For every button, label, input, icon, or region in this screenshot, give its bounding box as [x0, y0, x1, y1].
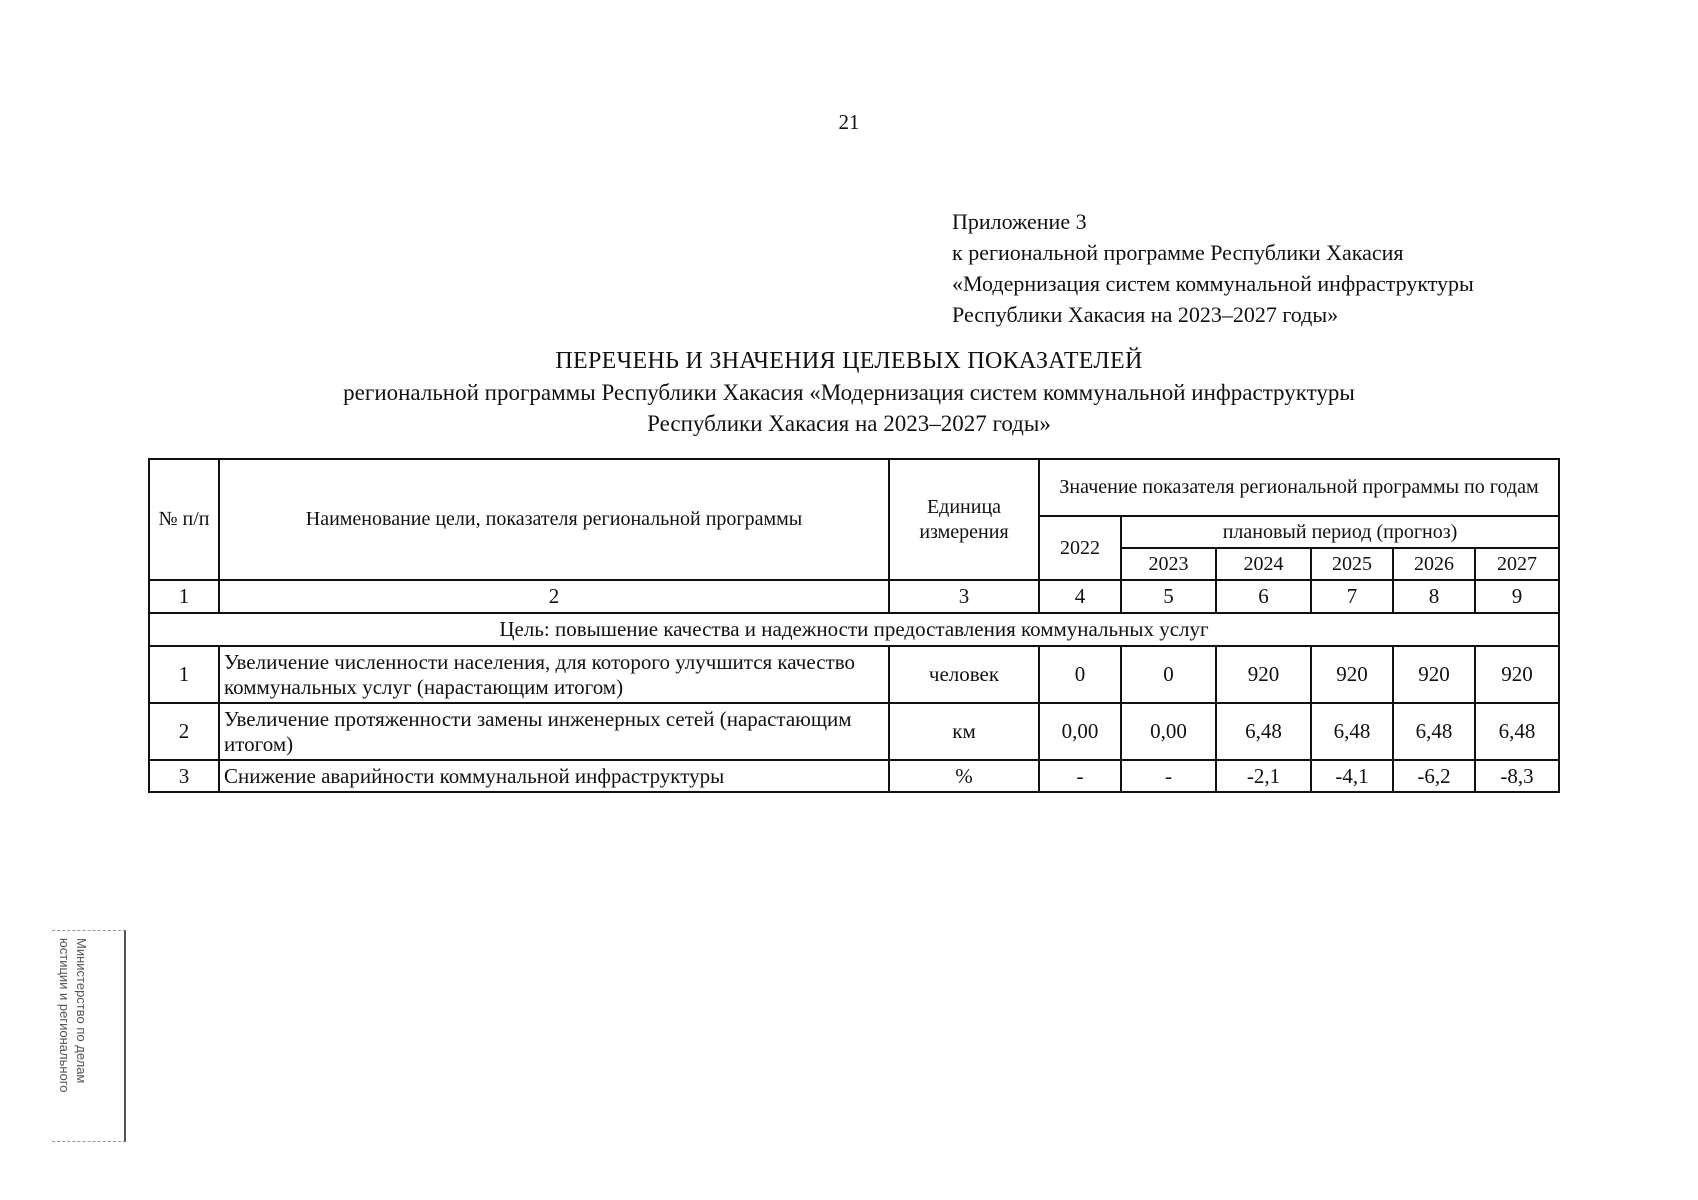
header-name: Наименование цели, показателя региональной программы — [219, 459, 889, 580]
column-number: 2 — [219, 580, 889, 613]
row-unit: км — [889, 703, 1039, 760]
header-base-year: 2022 — [1039, 516, 1121, 580]
column-numbers-row — [149, 580, 1559, 613]
page-number: 21 — [838, 110, 860, 134]
appendix-line: Республики Хакасия на 2023–2027 годы» — [952, 302, 1339, 327]
appendix-note — [952, 206, 1474, 330]
header-year: 2024 — [1216, 548, 1311, 580]
row-value: 0,00 — [1121, 703, 1216, 760]
header-year: 2026 — [1393, 548, 1475, 580]
row-value: 6,48 — [1393, 703, 1475, 760]
registration-stamp-text — [56, 938, 90, 1092]
column-number: 1 — [149, 580, 219, 613]
row-value: -2,1 — [1216, 760, 1311, 792]
row-num: 1 — [149, 646, 219, 703]
row-unit: % — [889, 760, 1039, 792]
row-value: 0 — [1121, 646, 1216, 703]
appendix-line: Приложение 3 — [952, 209, 1087, 234]
row-value: 6,48 — [1311, 703, 1393, 760]
header-unit: Единица измерения — [889, 459, 1039, 580]
column-number: 6 — [1216, 580, 1311, 613]
row-value: -4,1 — [1311, 760, 1393, 792]
column-number: 9 — [1475, 580, 1559, 613]
row-value: 920 — [1475, 646, 1559, 703]
document-title — [0, 346, 1698, 439]
title-subtitle-line: Республики Хакасия на 2023–2027 годы» — [647, 411, 1051, 436]
row-unit: человек — [889, 646, 1039, 703]
row-name: Снижение аварийности коммунальной инфраструктуры — [219, 760, 889, 792]
table-header-row — [149, 459, 1559, 516]
column-number: 7 — [1311, 580, 1393, 613]
header-year: 2023 — [1121, 548, 1216, 580]
stamp-line: Министерство по делам — [74, 938, 89, 1084]
row-value: 920 — [1393, 646, 1475, 703]
goal-text: Цель: повышение качества и надежности предоставления коммунальных услуг — [149, 613, 1559, 646]
row-value: 6,48 — [1216, 703, 1311, 760]
appendix-line: к региональной программе Республики Хакасия — [952, 240, 1404, 265]
column-number: 5 — [1121, 580, 1216, 613]
column-number: 3 — [889, 580, 1039, 613]
column-number: 4 — [1039, 580, 1121, 613]
table-row — [149, 760, 1559, 792]
header-planned-period: плановый период (прогноз) — [1121, 516, 1559, 548]
goal-row — [149, 613, 1559, 646]
row-value: - — [1039, 760, 1121, 792]
header-num: № п/п — [149, 459, 219, 580]
row-value: -8,3 — [1475, 760, 1559, 792]
row-value: - — [1121, 760, 1216, 792]
header-values-group: Значение показателя региональной программы по годам — [1039, 459, 1559, 516]
row-value: 920 — [1311, 646, 1393, 703]
appendix-line: «Модернизация систем коммунальной инфраструктуры — [952, 271, 1474, 296]
title-main: ПЕРЕЧЕНЬ И ЗНАЧЕНИЯ ЦЕЛЕВЫХ ПОКАЗАТЕЛЕЙ — [555, 348, 1143, 374]
column-number: 8 — [1393, 580, 1475, 613]
row-value: 0,00 — [1039, 703, 1121, 760]
row-name: Увеличение численности населения, для которого улучшится качество коммунальных услуг (нарастающим итогом) — [219, 646, 889, 703]
table-row — [149, 646, 1559, 703]
stamp-line: юстиции и регионального — [57, 938, 72, 1093]
header-year: 2025 — [1311, 548, 1393, 580]
title-subtitle-line: региональной программы Республики Хакасия «Модернизация систем коммунальной инфраструктуры — [343, 380, 1355, 405]
header-year: 2027 — [1475, 548, 1559, 580]
row-value: 0 — [1039, 646, 1121, 703]
row-num: 3 — [149, 760, 219, 792]
row-value: 920 — [1216, 646, 1311, 703]
row-num: 2 — [149, 703, 219, 760]
table-row — [149, 703, 1559, 760]
row-value: 6,48 — [1475, 703, 1559, 760]
row-name: Увеличение протяженности замены инженерных сетей (нарастающим итогом) — [219, 703, 889, 760]
indicators-table — [148, 458, 1560, 793]
row-value: -6,2 — [1393, 760, 1475, 792]
